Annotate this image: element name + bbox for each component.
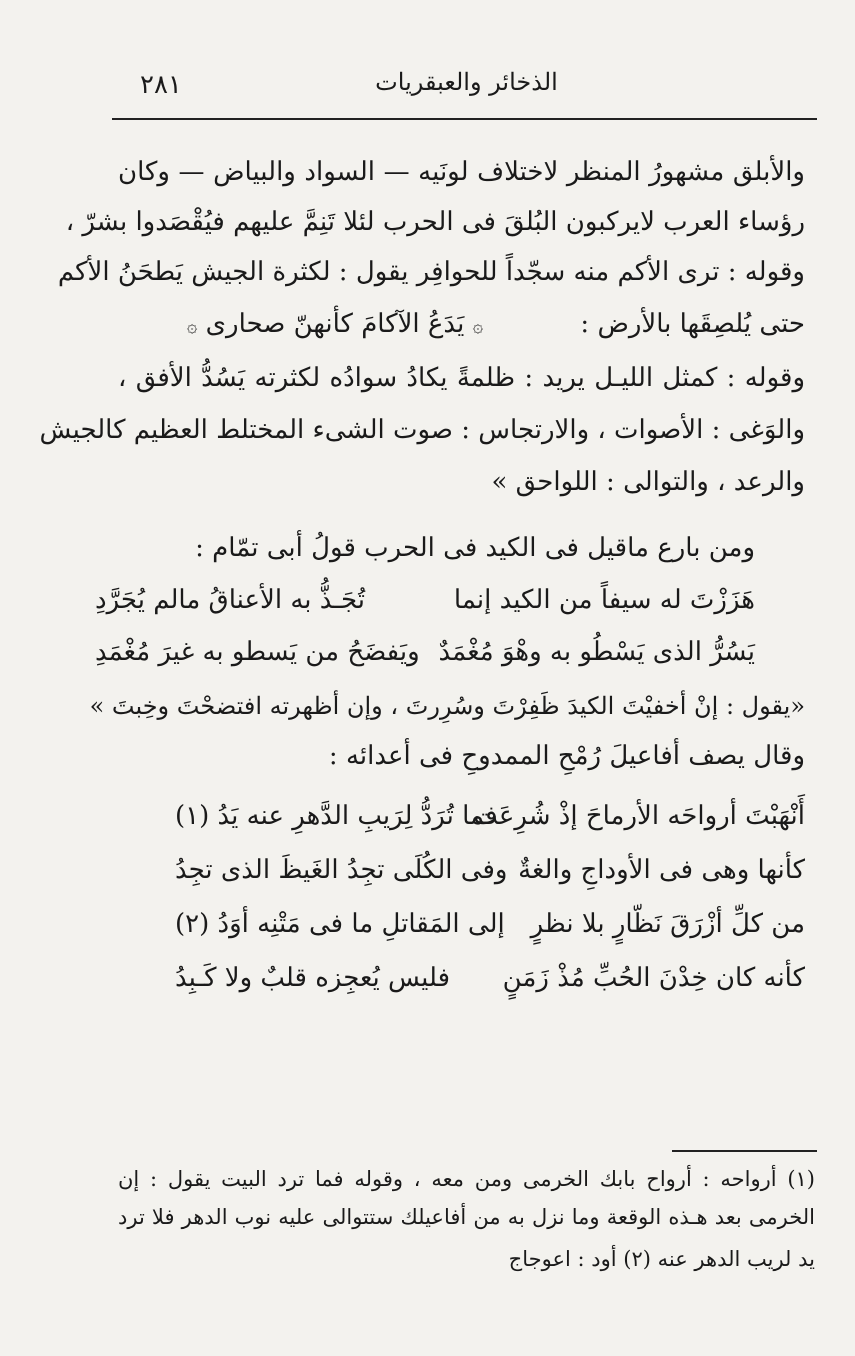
body-line: والأبلق مشهورُ المنظر لاختلاف لونَيه — السواد والبياض — وكان [118,157,805,187]
ornament-star: ۞ [186,316,198,337]
footnote-line: الخرمى بعد هـذه الوقعة وما نزل به من أفاعيلك ستتوالى عليه نوب الدهر فلا ترد [118,1205,815,1229]
header-title: الذخائر والعبقريات [375,68,558,96]
commentary-line: وقال يصف أفاعيلَ رُمْحِ الممدوحِ فى أعدائه : [328,741,805,771]
footnote-line: (١) أرواحه : أرواح بابك الخرمى ومن معه ، وقوله فما ترد البيت يقول : إن [118,1167,815,1191]
verse-second-half: ويَفضَحُ من يَسطو به غيرَ مُغْمَدِ [95,637,420,667]
body-line: ومن بارع ماقيل فى الكيد فى الحرب قولُ أبى تمّام : [195,533,755,563]
verse-second-half: فما تُرَدُّ لِرَيبِ الدَّهرِ عنه يَدُ (١) [175,801,498,831]
verse-first-half: هَزَزْتَ له سيفاً من الكيد إنما [453,585,755,615]
verse-first-half: من كلِّ أزْرَقَ نَظّارٍ بلا نظرٍ [530,909,805,939]
commentary-line: «يقول : إنْ أخفيْتَ الكيدَ ظَفِرْتَ وسُرِرتَ ، وإن أظهرته افتضحْتَ وخِبتَ » [89,692,805,720]
body-line: وقوله : كمثل الليـل يريد : ظلمةً يكادُ سوادُه لكثرته يَسُدُّ الأفق ، [118,363,805,393]
verse-second-half: تُجَـذُّ به الأعناقُ مالم يُجَرَّدِ [95,585,366,615]
body-line: حتى يُلصِقَها بالأرض : [580,309,805,339]
body-line: والوَغى : الأصوات ، والارتجاس : صوت الشىء المختلط العظيم كالجيش [39,415,805,445]
verse-first-half: أَنْهَبْتَ أرواحَه الأرماحَ إذْ شُرِعَت [473,801,805,831]
footnote-rule [672,1150,817,1152]
running-header [118,62,815,106]
verse-second-half: فليس يُعجِزه قلبٌ ولا كَـبِدُ [175,963,451,993]
quoted-verse [115,304,555,347]
verse-first-half: كأنها وهى فى الأوداجِ والغةٌ [518,855,805,885]
verse-first-half: كأنه كان خِدْنَ الحُبِّ مُذْ زَمَنٍ [502,963,805,993]
page-number: ٢٨١ [140,70,182,100]
verse-first-half: يَسُرُّ الذى يَسْطُو به وهْوَ مُغْمَدٌ [438,637,755,667]
quoted-verse-text: يَدَعُ الآكامَ كأنهنّ صحارى [205,309,465,339]
header-rule [112,118,817,120]
body-line: رؤساء العرب لايركبون البُلقَ فى الحرب لئلا تَنِمَّ عليهم فيُقْصَدوا بشرّ ، [65,207,805,237]
verse-second-half: إلى المَقاتلِ ما فى مَتْنِه أوَدُ (٢) [175,909,505,939]
verse-second-half: وفى الكُلَى تجِدُ الغَيظَ الذى تجِدُ [175,855,508,885]
body-line: والرعد ، والتوالى : اللواحق » [491,467,805,497]
footnote-line: يد لريب الدهر عنه (٢) أود : اعوجاج [508,1247,815,1271]
body-line: وقوله : ترى الأكم منه سجّداً للحوافِر يقول : لكثرة الجيش يَطحَنُ الأكم [57,257,805,287]
ornament-star: ۞ [472,316,484,337]
